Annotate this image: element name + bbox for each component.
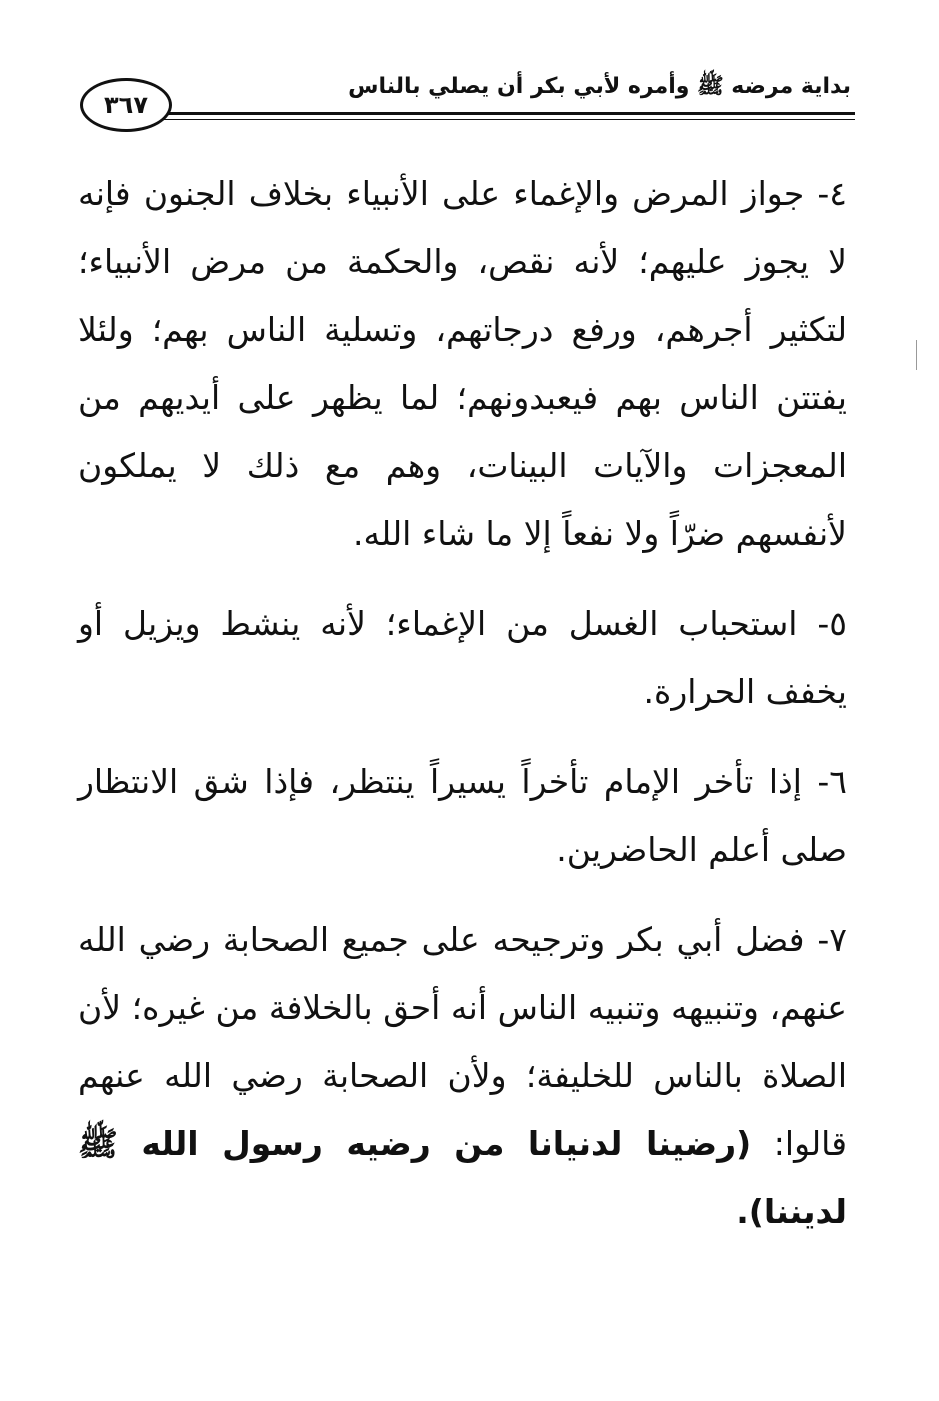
item-number: ٦- [817,762,847,801]
header-rule-thick [160,112,855,115]
item-text: فضل أبي بكر وترجيحه على جميع الصحابة رضي الله عنهم، وتنبيهه وتنبيه الناس أنه أحق بالخلافة من غيره؛ لأن الصلاة بالناس للخليفة؛ ولأن الصحابة رضي الله عنهم قالوا: [78,920,847,1163]
page-number-oval [80,78,172,132]
page-number: ٣٦٧ [104,91,148,119]
list-item-6 [78,748,847,884]
item-text: استحباب الغسل من الإغماء؛ لأنه ينشط ويزيل أو يخفف الحرارة. [78,604,847,711]
body-text [78,160,847,1246]
item-number: ٥- [817,604,847,643]
running-header: بداية مرضه ﷺ وأمره لأبي بكر أن يصلي بالناس [348,74,851,99]
list-item-7 [78,906,847,1246]
list-item-4 [78,160,847,568]
item-text: جواز المرض والإغماء على الأنبياء بخلاف الجنون فإنه لا يجوز عليهم؛ لأنه نقص، والحكمة من مرض الأنبياء؛ لتكثير أجرهم، ورفع درجاتهم، وتسلية الناس بهم؛ ولئلا يفتتن الناس بهم فيعبدونهم؛ لما يظهر على أيديهم من المعجزات والآيات البينات، وهم مع ذلك لا يملكون لأنفسهم ضرّاً ولا نفعاً إلا ما شاء الله. [78,174,847,553]
margin-mark [916,340,917,370]
item-number: ٧- [817,920,847,959]
list-item-5 [78,590,847,726]
hadith-quote: (رضينا لدنيانا من رضيه رسول الله ﷺ لديننا). [78,1124,847,1231]
item-text: إذا تأخر الإمام تأخراً يسيراً ينتظر، فإذا شق الانتظار صلى أعلم الحاضرين. [78,762,847,869]
item-number: ٤- [817,174,847,213]
header-rule-thin [156,119,855,120]
